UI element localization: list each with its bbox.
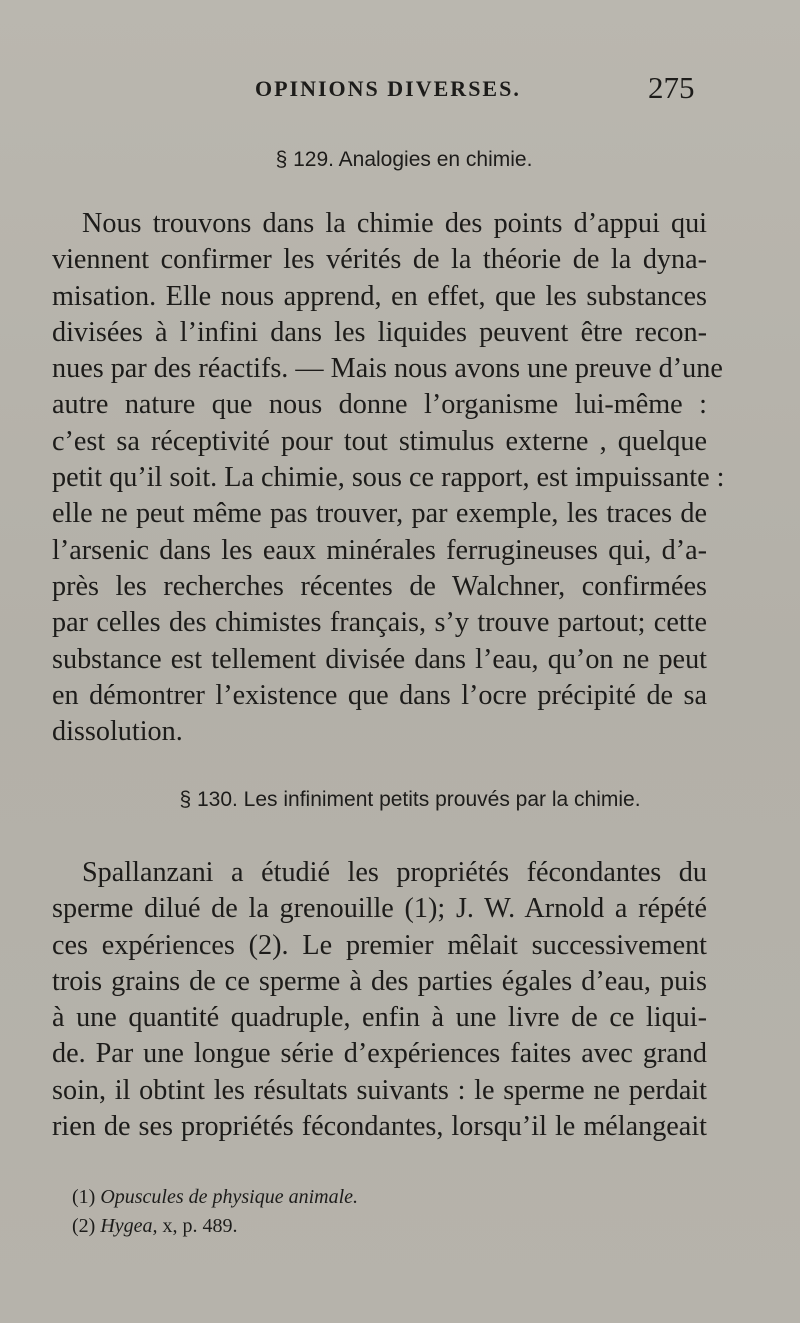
footnote-2-rest: x, p. 489. [162, 1215, 238, 1237]
footnote-2-marker: (2) [72, 1215, 96, 1237]
text-line: dissolution. [52, 716, 183, 748]
text-line: autre nature que nous donne l’organisme lui-même : [52, 389, 707, 421]
page-number: 275 [648, 70, 695, 105]
text-line: divisées à l’infini dans les liquides peuvent être recon- [52, 316, 707, 348]
section-129-paragraph [52, 206, 725, 750]
text-line: rien de ses propriétés fécondantes, lorsqu’il le mélangeait [52, 1111, 707, 1143]
section-130-title: § 130. Les infiniment petits prouvés par la chimie. [179, 788, 641, 811]
text-line: c’est sa réceptivité pour tout stimulus externe , quelque [52, 425, 707, 457]
text-line: soin, il obtint les résultats suivants : le sperme ne perdait [52, 1074, 707, 1106]
footnote-2-title: Hygea, [100, 1215, 158, 1237]
text-line: de. Par une longue série d’expériences faites avec grand [52, 1038, 707, 1070]
text-line: l’arsenic dans les eaux minérales ferrugineuses qui, d’a- [52, 534, 707, 566]
text-line: ces expériences (2). Le premier mêlait successivement [52, 929, 707, 961]
footnote-1-text: Opuscules de physique animale. [100, 1186, 359, 1208]
section-130-paragraph [52, 855, 707, 1145]
text-line: elle ne peut même pas trouver, par exemple, les traces de [52, 498, 707, 530]
text-line: Spallanzani a étudié les propriétés fécondantes du [82, 857, 707, 888]
text-line: en démontrer l’existence que dans l’ocre précipité de sa [52, 679, 707, 711]
footnote-1-marker: (1) [72, 1186, 96, 1208]
text-line: près les recherches récentes de Walchner, confirmées [52, 570, 707, 602]
text-line: sperme dilué de la grenouille (1); J. W. Arnold a répété [52, 893, 707, 925]
text-line: petit qu’il soit. La chimie, sous ce rapport, est impuissante : [52, 462, 725, 494]
footnotes [72, 1183, 358, 1241]
footnote-1 [72, 1183, 358, 1212]
footnote-2 [72, 1212, 358, 1241]
page-header [0, 72, 800, 106]
text-line: trois grains de ce sperme à des parties égales d’eau, puis [52, 965, 707, 997]
text-line: substance est tellement divisée dans l’eau, qu’on ne peut [52, 643, 707, 675]
text-line: par celles des chimistes français, s’y trouve partout; cette [52, 607, 707, 639]
text-line: à une quantité quadruple, enfin à une livre de ce liqui- [52, 1002, 707, 1034]
text-line: viennent confirmer les vérités de la théorie de la dyna- [52, 244, 707, 276]
running-head: OPINIONS DIVERSES. [255, 76, 521, 101]
section-129-title: § 129. Analogies en chimie. [275, 148, 533, 171]
text-line: misation. Elle nous apprend, en effet, que les substances [52, 280, 707, 312]
text-line: Nous trouvons dans la chimie des points d’appui qui [82, 208, 707, 239]
text-line: nues par des réactifs. — Mais nous avons une preuve d’une [52, 353, 723, 385]
